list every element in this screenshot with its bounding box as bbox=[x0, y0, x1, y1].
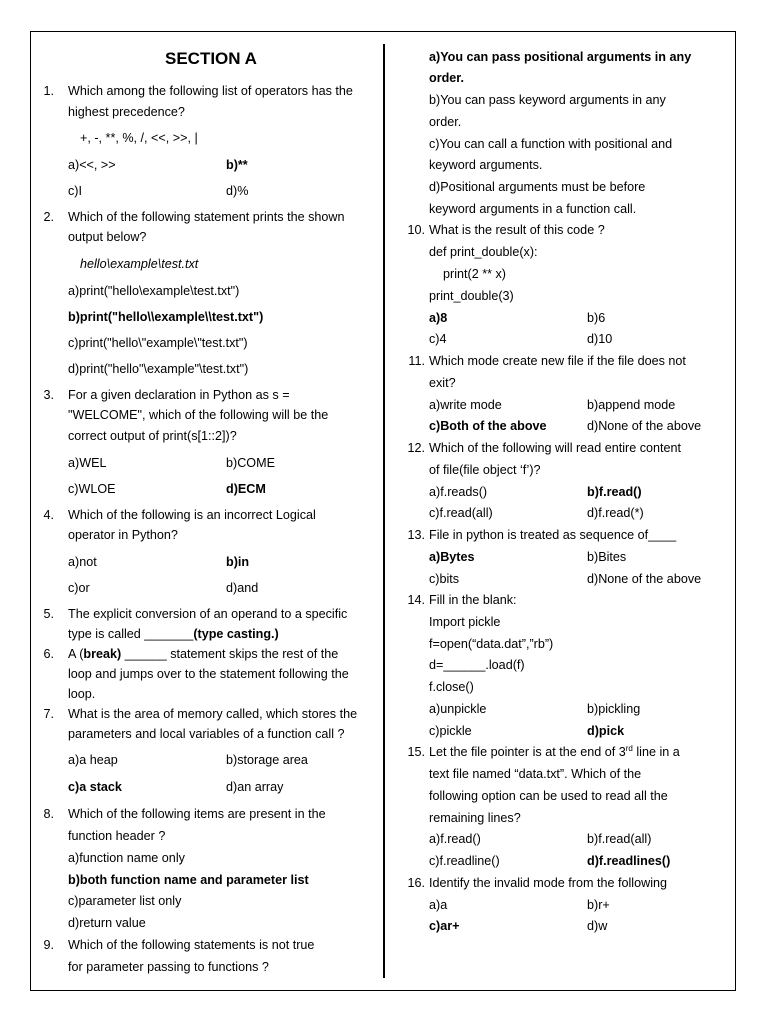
question-text: of file(file object ‘f’)? bbox=[429, 463, 541, 477]
question-number: 4. bbox=[43, 508, 54, 522]
option-d-answer: d)ECM bbox=[226, 482, 266, 496]
question-text bbox=[429, 744, 680, 760]
option-c: c)print("hello\"example\"test.txt") bbox=[68, 336, 248, 350]
question-number: 2. bbox=[43, 210, 54, 224]
question-number: 1. bbox=[43, 84, 54, 98]
option-a-answer: order. bbox=[429, 71, 464, 85]
option-c: c)parameter list only bbox=[68, 894, 182, 908]
option-a-answer: a)Bytes bbox=[429, 550, 475, 564]
option-a: a)not bbox=[68, 555, 97, 569]
code-line: print_double(3) bbox=[429, 289, 514, 303]
option-d: d)an array bbox=[226, 780, 284, 794]
question-number: 13. bbox=[407, 528, 425, 542]
option-d-answer: d)pick bbox=[587, 724, 625, 738]
question-text: Which of the following statement prints the shown bbox=[68, 210, 345, 224]
section-title: SECTION A bbox=[165, 49, 257, 68]
question-number: 6. bbox=[43, 647, 54, 661]
question-text: Which among the following list of operators has the bbox=[68, 84, 353, 98]
question-text: What is the result of this code ? bbox=[429, 223, 605, 237]
option-b-answer: b)** bbox=[226, 158, 248, 172]
sample-output: hello\example\test.txt bbox=[80, 257, 199, 271]
option-d: d)return value bbox=[68, 916, 146, 930]
option-a: a)a bbox=[429, 898, 448, 912]
question-text: Which of the following will read entire content bbox=[429, 441, 682, 455]
question-text: The explicit conversion of an operand to a specific bbox=[68, 607, 348, 621]
option-a: a)function name only bbox=[68, 851, 185, 865]
code-line: f.close() bbox=[429, 680, 474, 694]
option-a: a)write mode bbox=[429, 398, 502, 412]
option-a: a)WEL bbox=[68, 456, 107, 470]
question-text: Identify the invalid mode from the following bbox=[429, 876, 668, 890]
question-text bbox=[68, 626, 279, 642]
option-c: c)f.read(all) bbox=[429, 506, 493, 520]
ordinal-suffix: rd bbox=[625, 743, 633, 753]
option-c: c)I bbox=[68, 184, 82, 198]
question-number: 7. bbox=[43, 707, 54, 721]
question-text: loop. bbox=[68, 687, 96, 701]
question-text: Which of the following items are present in the bbox=[68, 807, 326, 821]
option-c: c)WLOE bbox=[68, 482, 116, 496]
question-number: 10. bbox=[407, 223, 425, 237]
question-text: Which mode create new file if the file does not bbox=[429, 354, 686, 368]
option-a: a)unpickle bbox=[429, 702, 487, 716]
option-b-answer: b)f.read() bbox=[587, 485, 642, 499]
question-text: File in python is treated as sequence of____ bbox=[429, 528, 677, 542]
fill-answer: (type casting.) bbox=[193, 627, 279, 641]
option-b-answer: b)both function name and parameter list bbox=[68, 873, 309, 887]
option-b: b)Bites bbox=[587, 550, 627, 564]
question-text-part: A ( bbox=[68, 647, 84, 661]
option-b: b)6 bbox=[587, 311, 606, 325]
option-c: c)You can call a function with positional and bbox=[429, 137, 673, 151]
question-number: 14. bbox=[407, 593, 425, 607]
option-b: b)r+ bbox=[587, 898, 610, 912]
option-b: b)storage area bbox=[226, 753, 308, 767]
option-d: d)None of the above bbox=[587, 572, 702, 586]
question-text: remaining lines? bbox=[429, 811, 521, 825]
question-text: following option can be used to read all the bbox=[429, 789, 668, 803]
option-b-answer: b)print("hello\\example\\test.txt") bbox=[68, 310, 264, 324]
option-d: keyword arguments in a function call. bbox=[429, 202, 637, 216]
question-number: 5. bbox=[43, 607, 54, 621]
option-b: b)f.read(all) bbox=[587, 832, 652, 846]
column-divider bbox=[383, 44, 385, 978]
option-d: d)and bbox=[226, 581, 259, 595]
question-number: 11. bbox=[408, 354, 425, 368]
question-text: highest precedence? bbox=[68, 105, 185, 119]
option-c-answer: c)ar+ bbox=[429, 919, 460, 933]
option-c: c)or bbox=[68, 581, 90, 595]
question-text: Which of the following is an incorrect Logical bbox=[68, 508, 316, 522]
option-d: d)% bbox=[226, 184, 249, 198]
code-line: def print_double(x): bbox=[429, 245, 538, 259]
question-text: Which of the following statements is not true bbox=[68, 938, 315, 952]
question-number: 9. bbox=[43, 938, 54, 952]
option-d: d)f.read(*) bbox=[587, 506, 644, 520]
option-c: c)pickle bbox=[429, 724, 472, 738]
question-text: output below? bbox=[68, 230, 147, 244]
option-b: order. bbox=[429, 115, 462, 129]
option-c: c)4 bbox=[429, 332, 447, 346]
question-text-part: line in a bbox=[632, 745, 680, 759]
option-a-answer: a)You can pass positional arguments in any bbox=[429, 50, 692, 64]
question-text: operator in Python? bbox=[68, 528, 178, 542]
option-a: a)a heap bbox=[68, 753, 118, 767]
question-text: exit? bbox=[429, 376, 456, 390]
option-c-answer: c)a stack bbox=[68, 780, 122, 794]
option-c: c)f.readline() bbox=[429, 854, 500, 868]
question-text: Fill in the blank: bbox=[429, 593, 517, 607]
question-text: loop and jumps over to the statement following the bbox=[68, 667, 349, 681]
option-c: keyword arguments. bbox=[429, 158, 543, 172]
code-line: f=open(“data.dat”,”rb”) bbox=[429, 637, 554, 651]
question-number: 12. bbox=[407, 441, 425, 455]
option-a: a)f.reads() bbox=[429, 485, 488, 499]
option-b: b)You can pass keyword arguments in any bbox=[429, 93, 666, 107]
fill-answer: break) bbox=[83, 647, 122, 661]
option-d: d)10 bbox=[587, 332, 613, 346]
code-line: Import pickle bbox=[429, 615, 501, 629]
option-b-answer: b)in bbox=[226, 555, 250, 569]
question-text: correct output of print(s[1::2])? bbox=[68, 429, 237, 443]
option-d: d)print("hello"\example"\test.txt") bbox=[68, 362, 249, 376]
code-line: print(2 ** x) bbox=[443, 267, 506, 281]
question-text: For a given declaration in Python as s = bbox=[68, 388, 290, 402]
question-text: "WELCOME", which of the following will be the bbox=[68, 408, 329, 422]
question-text bbox=[68, 646, 338, 662]
code-line: d=______.load(f) bbox=[429, 658, 525, 672]
question-text-part: type is called _______ bbox=[68, 627, 194, 641]
operator-list: +, -, **, %, /, <<, >>, | bbox=[80, 131, 198, 145]
option-a: a)f.read() bbox=[429, 832, 481, 846]
option-a: a)print("hello\example\test.txt") bbox=[68, 284, 240, 298]
question-number: 15. bbox=[407, 745, 425, 759]
question-text-part: ______ statement skips the rest of the bbox=[121, 647, 339, 661]
option-a: a)<<, >> bbox=[68, 158, 116, 172]
option-b: b)pickling bbox=[587, 702, 641, 716]
question-text: What is the area of memory called, which stores the bbox=[68, 707, 358, 721]
option-b: b)append mode bbox=[587, 398, 676, 412]
question-number: 16. bbox=[407, 876, 425, 890]
option-c: c)bits bbox=[429, 572, 460, 586]
option-d: d)w bbox=[587, 919, 608, 933]
question-text: function header ? bbox=[68, 829, 166, 843]
question-text: text file named “data.txt”. Which of the bbox=[429, 767, 642, 781]
question-number: 3. bbox=[43, 388, 54, 402]
option-d: d)None of the above bbox=[587, 419, 702, 433]
option-a-answer: a)8 bbox=[429, 311, 448, 325]
option-c-answer: c)Both of the above bbox=[429, 419, 547, 433]
question-text: parameters and local variables of a function call ? bbox=[68, 727, 345, 741]
option-d: d)Positional arguments must be before bbox=[429, 180, 646, 194]
question-number: 8. bbox=[43, 807, 54, 821]
option-d-answer: d)f.readlines() bbox=[587, 854, 671, 868]
option-b: b)COME bbox=[226, 456, 275, 470]
question-text-part: Let the file pointer is at the end of 3 bbox=[429, 745, 626, 759]
question-text: for parameter passing to functions ? bbox=[68, 960, 269, 974]
